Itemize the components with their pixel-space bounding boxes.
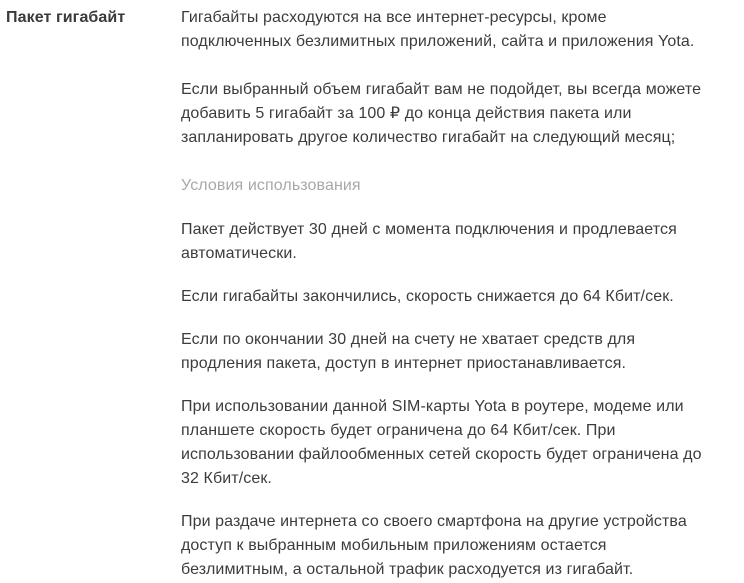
terms-paragraph: Пакет действует 30 дней с момента подключения и продлевается автоматически. (181, 221, 677, 262)
terms-paragraph: При использовании данной SIM-карты Yota в роутере, модеме или планшете скорость будет ограничена до 64 Кбит/сек. При использовании файлообменных сетей скорость будет ограничена до 32 Кбит/сек. (181, 398, 702, 487)
terms-of-use-heading: Условия использования (181, 177, 361, 194)
intro-paragraph: Если выбранный объем гигабайт вам не подойдет, вы всегда можете добавить 5 гигабайт за 100 ₽ до конца действия пакета или запланировать другое количество гигабайт на следующий месяц; (181, 81, 702, 146)
terms-paragraph: При раздаче интернета со своего смартфона на другие устройства доступ к выбранным мобильным приложениям остается безлимитным, а остальной трафик расходуется из гигабайт. (181, 513, 687, 578)
terms-paragraph: Если по окончании 30 дней на счету не хватает средств для продления пакета, доступ в интернет приостанавливается. (181, 331, 636, 372)
section-label-column (0, 6, 181, 30)
intro-paragraph: Гигабайты расходуются на все интернет-ресурсы, кроме подключенных безлимитных приложений, сайта и приложения Yota. (181, 9, 695, 50)
section-body-column (181, 6, 711, 582)
terms-paragraph: Если гигабайты закончились, скорость снижается до 64 Кбит/сек. (181, 288, 674, 305)
section-title: Пакет гигабайт (6, 9, 126, 26)
